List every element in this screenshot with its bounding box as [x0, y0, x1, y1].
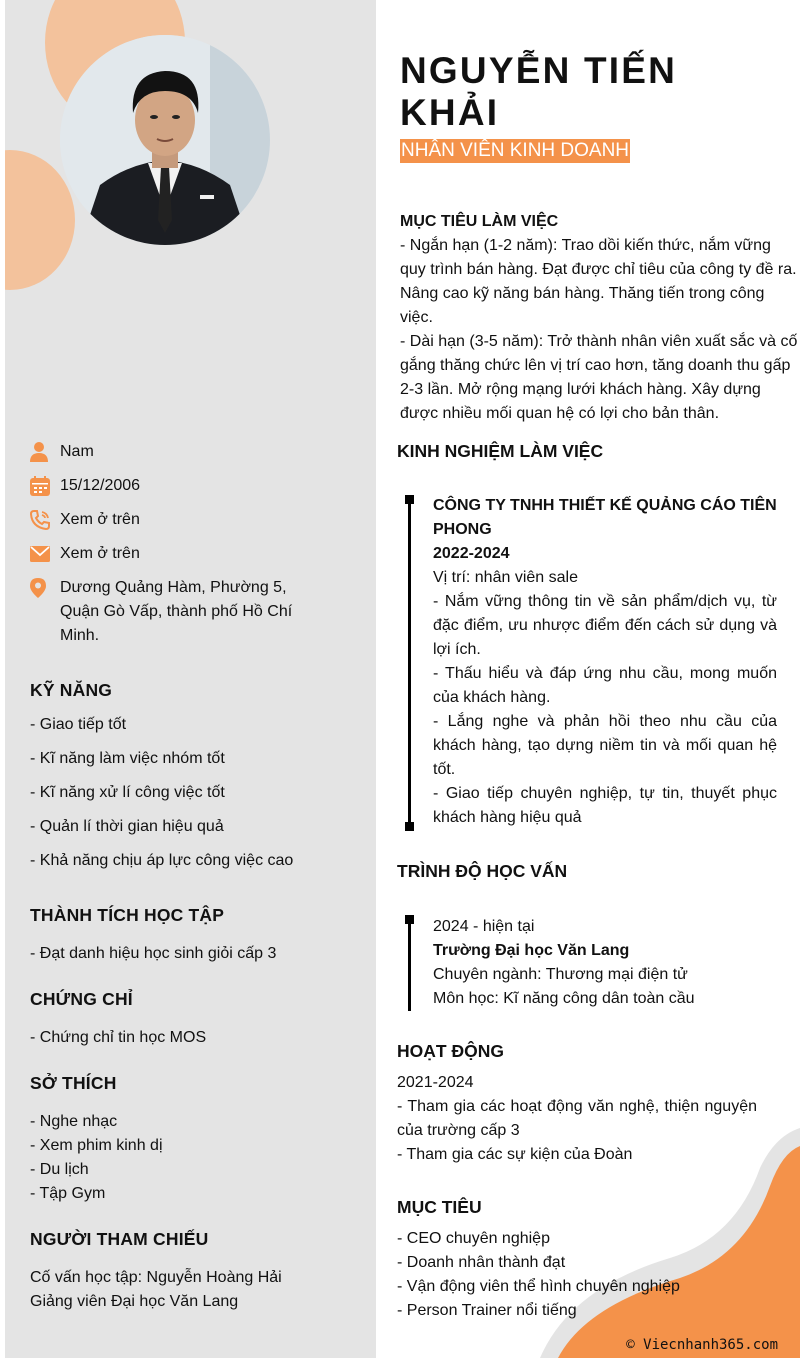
- address-text: Dương Quảng Hàm, Phường 5, Quận Gò Vấp, thành phố Hồ Chí Minh.: [60, 579, 293, 644]
- career-goal-section: [400, 210, 800, 426]
- skill-item: - Giao tiếp tốt: [30, 716, 127, 733]
- email-text: Xem ở trên: [60, 545, 140, 562]
- skill-item: - Quản lí thời gian hiệu quả: [30, 818, 224, 835]
- reference-line: Giảng viên Đại học Văn Lang: [30, 1293, 239, 1310]
- skills-section: [30, 680, 350, 873]
- activities-period: 2021-2024: [397, 1074, 474, 1091]
- objective-item: - Vận động viên thể hình chuyên nghiệp: [397, 1278, 680, 1295]
- career-goal-title: MỤC TIÊU LÀM VIỆC: [400, 213, 559, 230]
- hobby-item: - Du lịch: [30, 1161, 89, 1178]
- reference-line: Cố vấn học tập: Nguyễn Hoàng Hải: [30, 1269, 282, 1286]
- duty-item: - Giao tiếp chuyên nghiệp, tự tin, thuyết phục khách hàng hiệu quả: [433, 785, 777, 826]
- education-title: TRÌNH ĐỘ HỌC VẤN: [397, 861, 568, 881]
- objectives-title: MỤC TIÊU: [397, 1197, 482, 1217]
- gender-text: Nam: [60, 443, 94, 460]
- hobbies-section: [30, 1073, 350, 1206]
- person-icon: [30, 440, 60, 464]
- activities-title: HOẠT ĐỘNG: [397, 1041, 504, 1061]
- sidebar: [5, 0, 376, 1358]
- hobbies-title: SỞ THÍCH: [30, 1073, 117, 1093]
- achievement-item: - Đạt danh hiệu học sinh giỏi cấp 3: [30, 945, 277, 962]
- school-name: Trường Đại học Văn Lang: [433, 942, 630, 959]
- duty-item: - Lắng nghe và phản hồi theo nhu cầu của khách hàng, tạo dựng niềm tin và mối quan hệ tốt.: [433, 713, 777, 778]
- experience-title: KINH NGHIỆM LÀM VIỆC: [397, 441, 604, 461]
- phone-text: Xem ở trên: [60, 511, 140, 528]
- address-row: [30, 576, 330, 648]
- gender-row: [30, 440, 330, 464]
- hobby-item: - Nghe nhạc: [30, 1113, 118, 1130]
- duty-item: - Nắm vững thông tin về sản phẩm/dịch vụ, từ đặc điểm, ưu nhược điểm đến cách sử dụng và lợi ích.: [433, 593, 777, 658]
- hobby-item: - Tập Gym: [30, 1185, 106, 1202]
- skill-item: - Kĩ năng xử lí công việc tốt: [30, 784, 225, 801]
- education-major: Chuyên ngành: Thương mại điện tử: [433, 966, 688, 983]
- certificate-item: - Chứng chỉ tin học MOS: [30, 1029, 207, 1046]
- skill-item: - Kĩ năng làm việc nhóm tốt: [30, 750, 225, 767]
- certificates-section: [30, 989, 350, 1050]
- email-row: [30, 542, 330, 566]
- education-timeline: [405, 915, 413, 1011]
- candidate-role: NHÂN VIÊN KINH DOANH: [401, 140, 630, 161]
- birthday-text: 15/12/2006: [60, 477, 141, 494]
- candidate-name: NGUYỄN TIẾN KHẢI: [400, 50, 678, 133]
- short-term-goal: - Ngắn hạn (1-2 năm): Trao dồi kiến thức, nắm vững quy trình bán hàng. Đạt được chỉ tiêu của công ty đề ra. Nâng cao kỹ năng bán hàng. Thăng tiến trong công việc.: [400, 237, 797, 326]
- skill-item: - Khả năng chịu áp lực công việc cao: [30, 852, 294, 869]
- skills-title: KỸ NĂNG: [30, 680, 113, 700]
- main-content: [376, 0, 800, 1358]
- company-name: CÔNG TY TNHH THIẾT KẾ QUẢNG CÁO TIÊN PHONG: [433, 497, 777, 538]
- references-section: [30, 1229, 350, 1314]
- phone-icon: [30, 508, 60, 532]
- references-title: NGƯỜI THAM CHIẾU: [30, 1229, 209, 1249]
- profile-photo: [60, 35, 270, 245]
- activity-item: - Tham gia các hoạt động văn nghệ, thiện nguyện của trường cấp 3: [397, 1098, 757, 1139]
- education-entry: [433, 915, 777, 1011]
- hobby-item: - Xem phim kinh dị: [30, 1137, 163, 1154]
- experience-entry: [433, 494, 777, 830]
- calendar-icon: [30, 474, 60, 498]
- experience-timeline: [405, 495, 413, 831]
- phone-row: [30, 508, 330, 532]
- envelope-icon: [30, 542, 60, 566]
- birthday-row: [30, 474, 330, 498]
- objectives-list: [397, 1227, 737, 1323]
- experience-period: 2022-2024: [433, 545, 510, 562]
- education-period: 2024 - hiện tại: [433, 918, 535, 935]
- watermark: © Viecnhanh365.com: [626, 1337, 778, 1353]
- objective-item: - Doanh nhân thành đạt: [397, 1254, 566, 1271]
- activity-item: - Tham gia các sự kiện của Đoàn: [397, 1146, 633, 1163]
- certificates-title: CHỨNG CHỈ: [30, 989, 133, 1009]
- objective-item: - Person Trainer nổi tiếng: [397, 1302, 577, 1319]
- achievements-title: THÀNH TÍCH HỌC TẬP: [30, 905, 225, 925]
- duty-item: - Thấu hiểu và đáp ứng nhu cầu, mong muốn của khách hàng.: [433, 665, 777, 706]
- experience-position: Vị trí: nhân viên sale: [433, 569, 578, 586]
- education-course: Môn học: Kĩ năng công dân toàn cầu: [433, 990, 695, 1007]
- contact-info: [30, 440, 330, 658]
- long-term-goal: - Dài hạn (3-5 năm): Trở thành nhân viên xuất sắc và cố gắng thăng chức lên vị trí cao hơn, tăng doanh thu gấp 2-3 lần. Mở rộng mạng lưới khách hàng. Xây dựng được nhiều mối quan hệ có lợi cho bản thân.: [400, 333, 798, 422]
- location-pin-icon: [30, 576, 60, 600]
- objective-item: - CEO chuyên nghiệp: [397, 1230, 550, 1247]
- achievements-section: [30, 905, 350, 966]
